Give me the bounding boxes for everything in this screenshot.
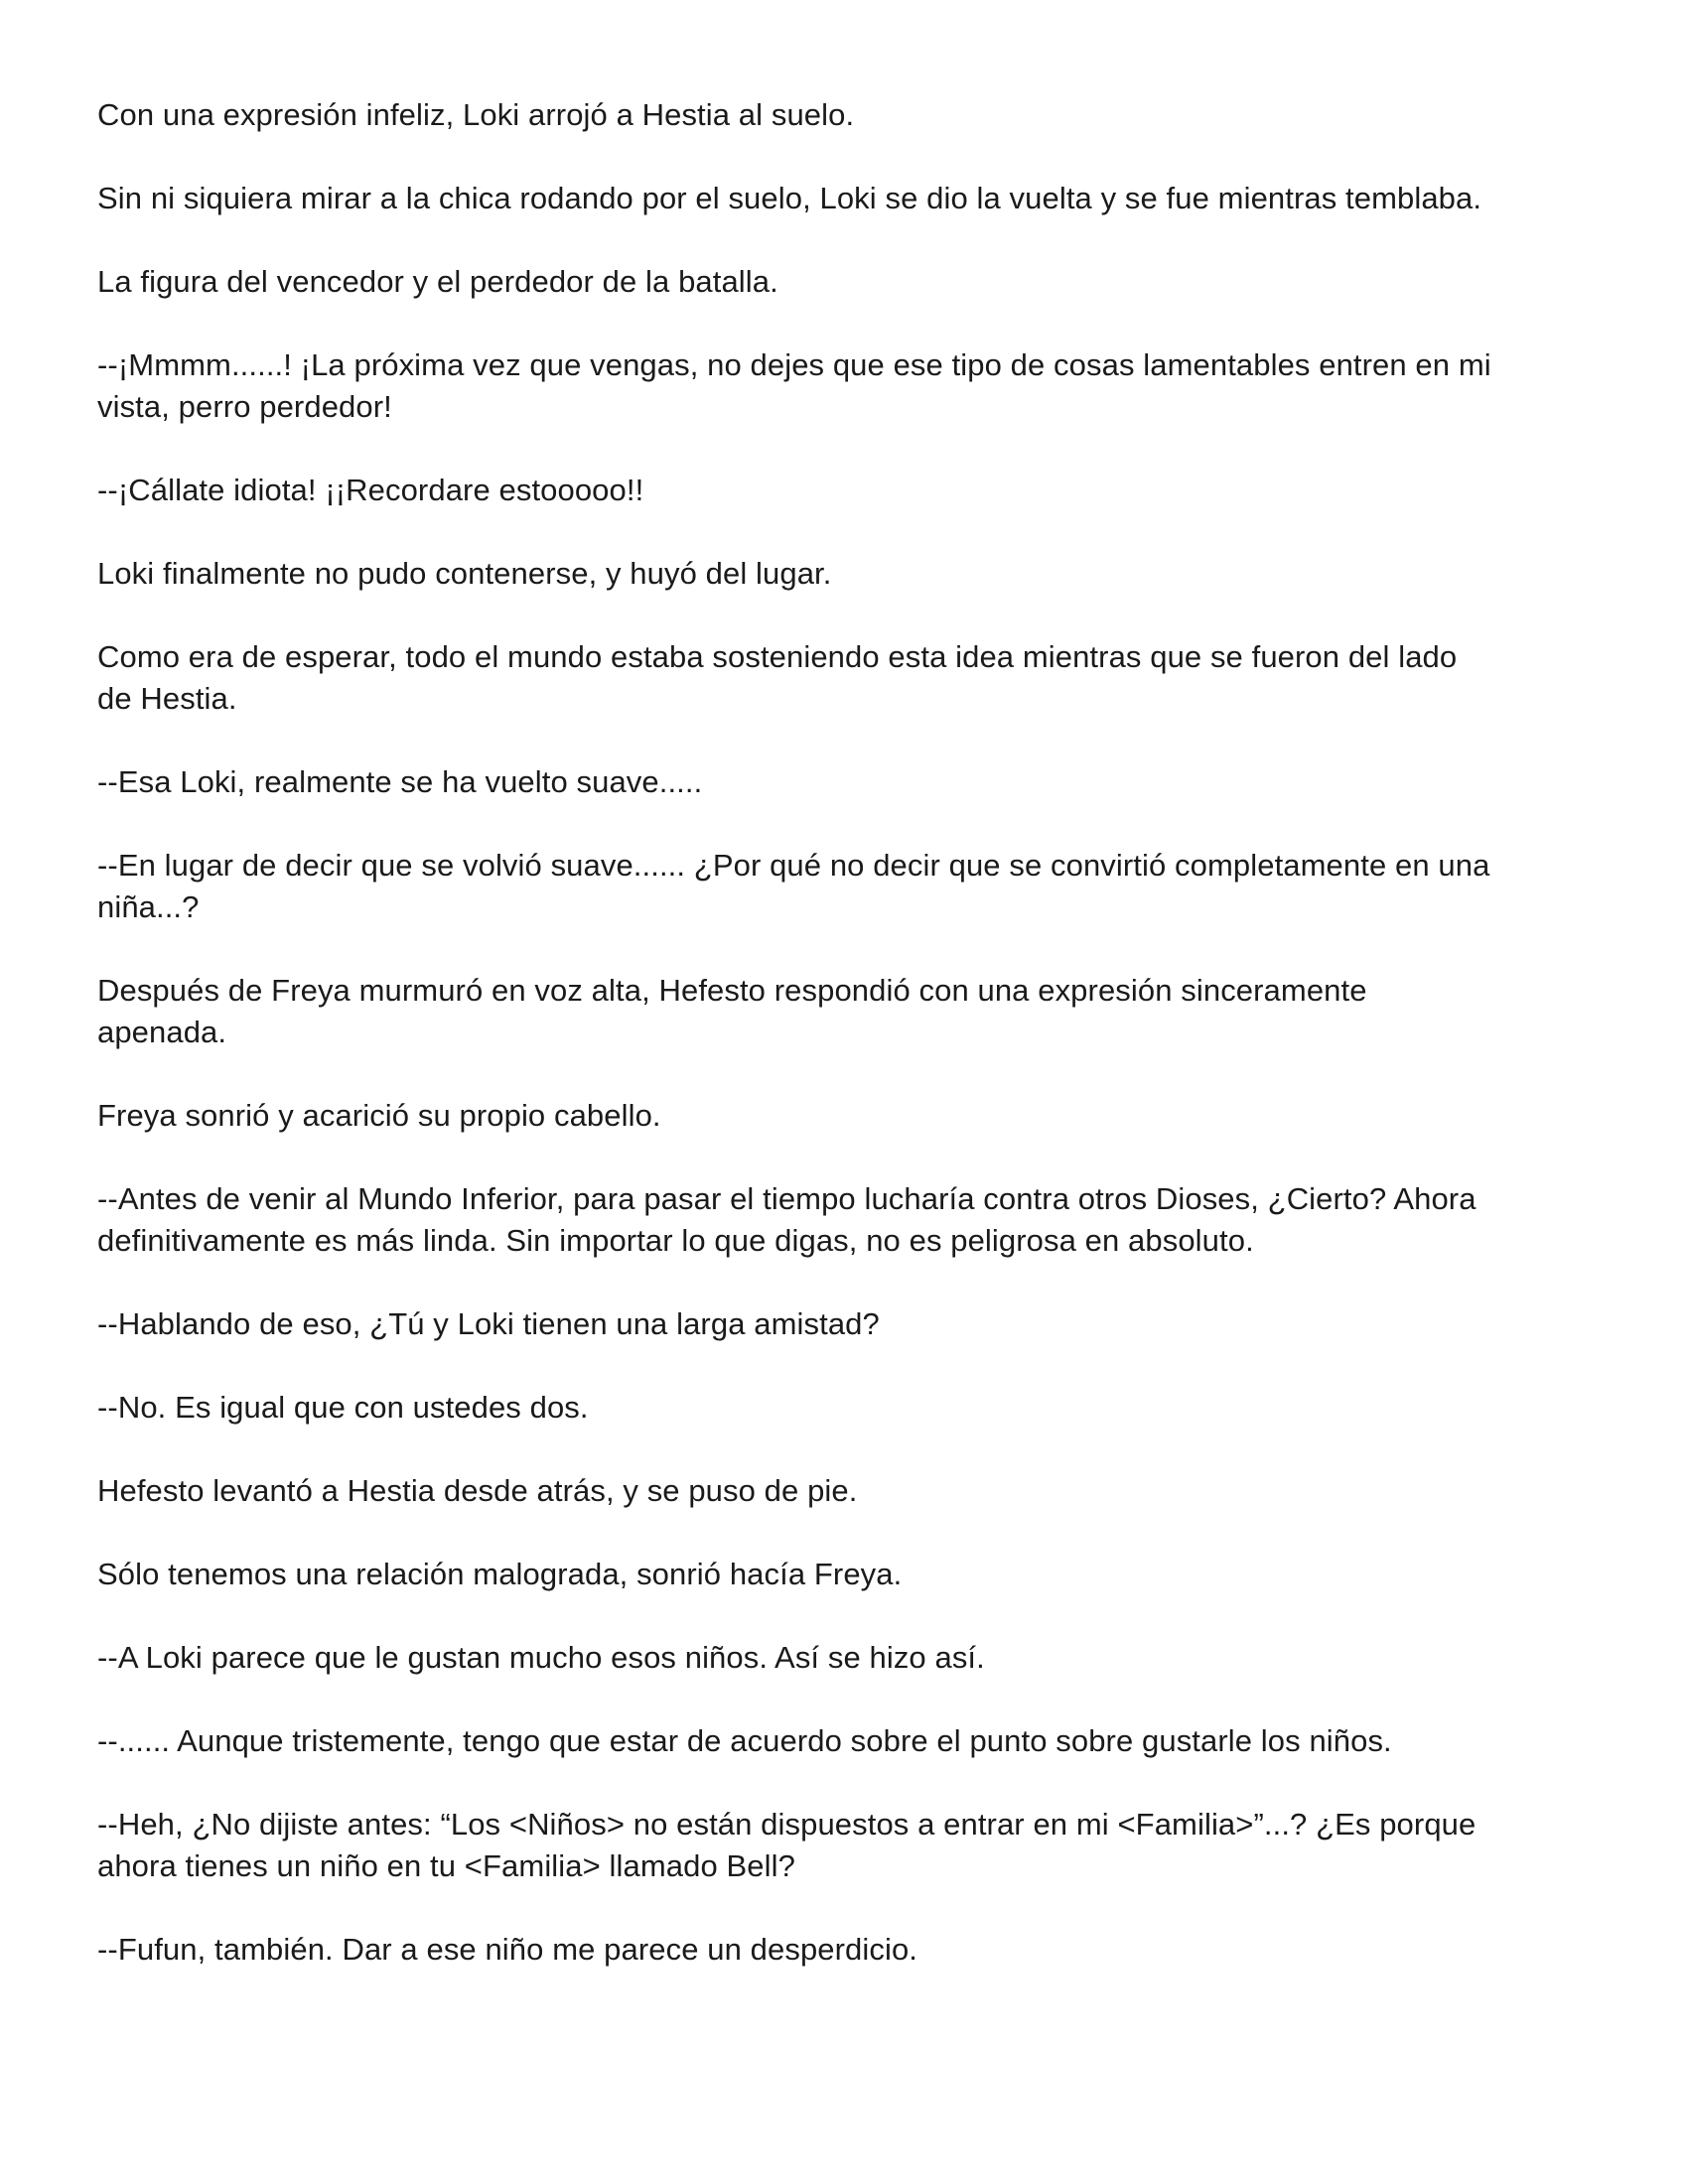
paragraph-15: Hefesto levantó a Hestia desde atrás, y se puso de pie. [97, 1473, 858, 1508]
paragraph-8: --Esa Loki, realmente se ha vuelto suave..... [97, 764, 703, 799]
paragraph-5: --¡Cállate idiota! ¡¡Recordare estooooo!! [97, 473, 644, 507]
paragraph-17: --A Loki parece que le gustan mucho esos niños. Así se hizo así. [97, 1640, 985, 1675]
paragraph-4: --¡Mmmm......! ¡La próxima vez que vengas, no dejes que ese tipo de cosas lamentables entren en mi vista, perro perdedor! [97, 347, 1491, 424]
paragraph-2: Sin ni siquiera mirar a la chica rodando por el suelo, Loki se dio la vuelta y se fue mientras temblaba. [97, 181, 1482, 215]
paragraph-6: Loki finalmente no pudo contenerse, y huyó del lugar. [97, 556, 832, 591]
paragraph-9: --En lugar de decir que se volvió suave...... ¿Por qué no decir que se convirtió completamente en una niña...? [97, 848, 1490, 924]
paragraph-3: La figura del vencedor y el perdedor de la batalla. [97, 264, 778, 299]
paragraph-12: --Antes de venir al Mundo Inferior, para pasar el tiempo lucharía contra otros Dioses, ¿Cierto? Ahora definitivamente es más linda. Sin importar lo que digas, no es peligrosa en absoluto. [97, 1181, 1477, 1258]
paragraph-19: --Heh, ¿No dijiste antes: “Los <Niños> no están dispuestos a entrar en mi <Familia>”...? ¿Es porque ahora tienes un niño en tu <Familia> llamado Bell? [97, 1807, 1477, 1883]
document-page [97, 94, 1607, 2012]
paragraph-20: --Fufun, también. Dar a ese niño me parece un desperdicio. [97, 1932, 918, 1967]
paragraph-1: Con una expresión infeliz, Loki arrojó a Hestia al suelo. [97, 97, 855, 132]
paragraph-11: Freya sonrió y acarició su propio cabello. [97, 1098, 661, 1133]
paragraph-13: --Hablando de eso, ¿Tú y Loki tienen una larga amistad? [97, 1306, 880, 1341]
paragraph-10: Después de Freya murmuró en voz alta, Hefesto respondió con una expresión sinceramente apenada. [97, 973, 1367, 1049]
paragraph-18: --...... Aunque tristemente, tengo que estar de acuerdo sobre el punto sobre gustarle los niños. [97, 1723, 1392, 1758]
paragraph-7: Como era de esperar, todo el mundo estaba sosteniendo esta idea mientras que se fueron del lado de Hestia. [97, 639, 1458, 716]
paragraph-16: Sólo tenemos una relación malograda, sonrió hacía Freya. [97, 1557, 903, 1591]
paragraph-14: --No. Es igual que con ustedes dos. [97, 1390, 589, 1425]
